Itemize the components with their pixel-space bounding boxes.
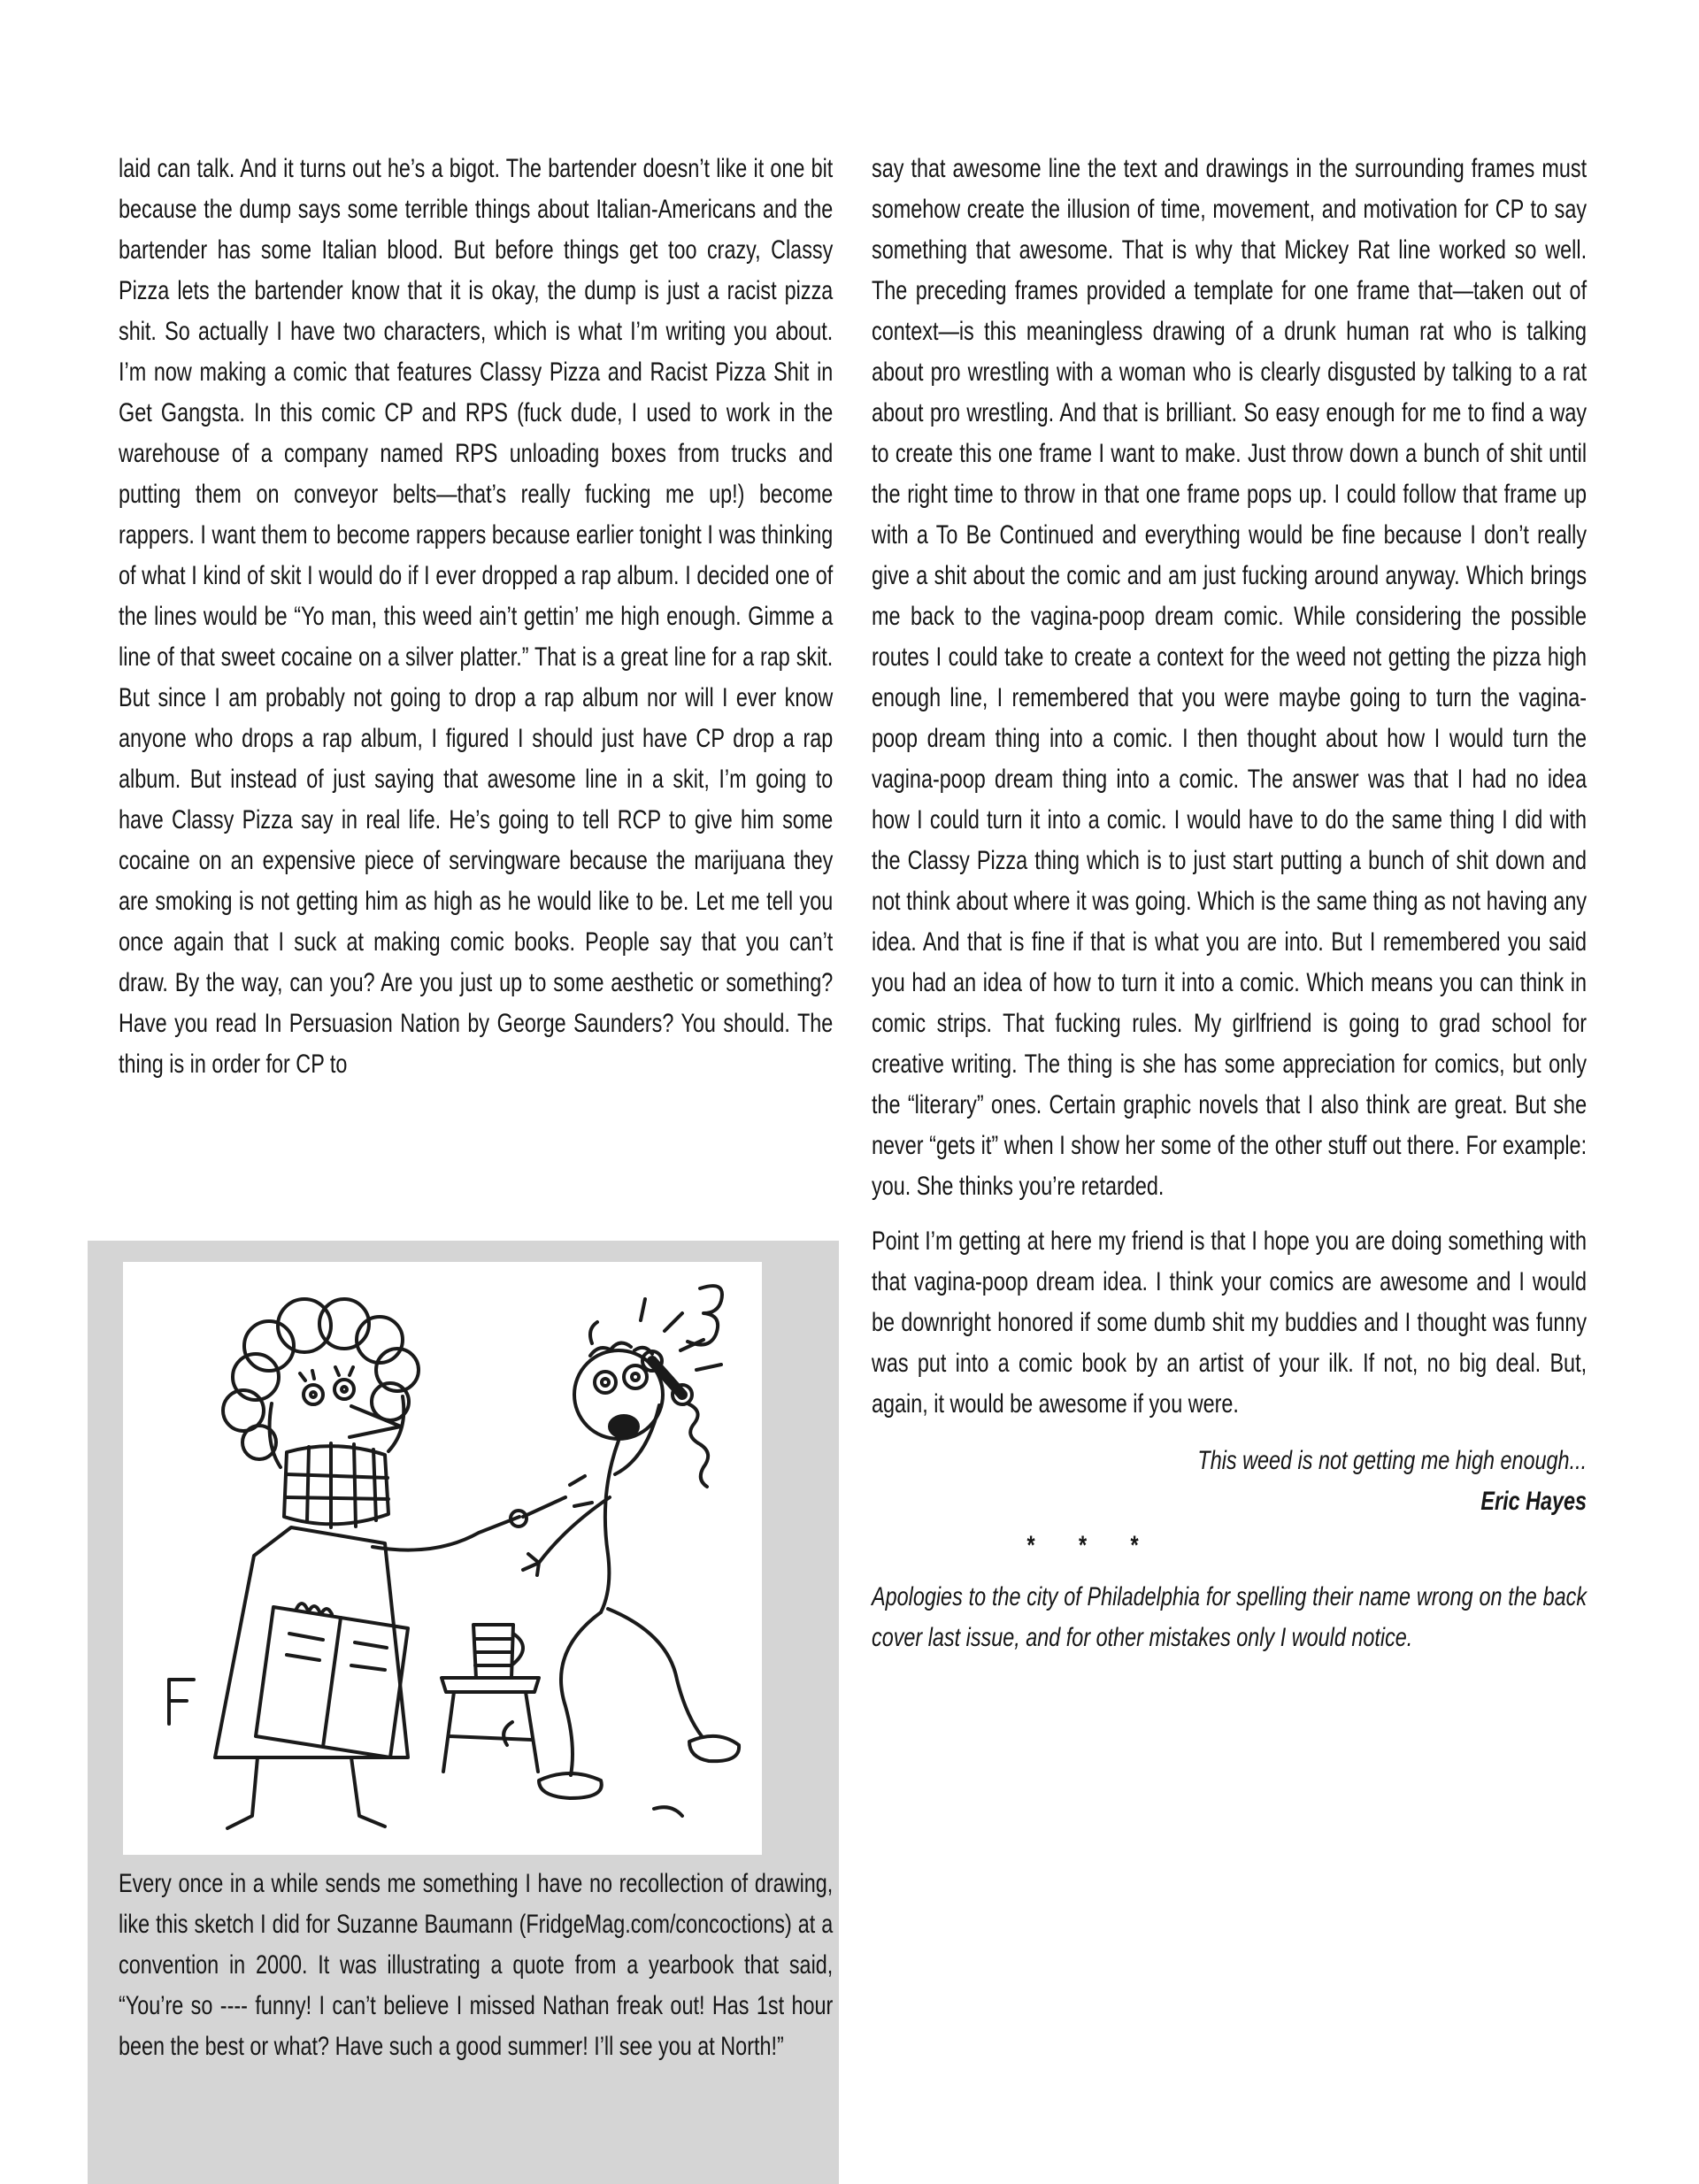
left-column-text: laid can talk. And it turns out he’s a bigot. The bartender doesn’t like it one bit because the dump says some terrible things about Italian-Americans and the bartender has some Italian blood. But before things get too crazy, Classy Pizza lets the bartender know that it is okay, the dump is just a racist pizza shit. So actually I have two characters, which is what I’m writing you about. I’m now making a comic that features Classy Pizza and Racist Pizza Shit in Get Gangsta. In this comic CP and RPS (fuck dude, I used to work in the warehouse of a company named RPS unloading boxes from trucks and putting them on conveyor belts—that’s really fucking me up!) become rappers. I want them to become rappers because earlier tonight I was thinking of what I kind of skit I would do if I ever dropped a rap album. I decided one of the lines would be “Yo man, this weed ain’t gettin’ me high enough. Gimme a line of that sweet cocaine on a silver platter.” That is a great line for a rap skit. But since I am probably not going to drop a rap album nor will I ever know anyone who drops a rap album, I figured I should just have CP drop a rap album. But instead of just saying that awesome line in a skit, I’m going to have Classy Pizza say in real life. He’s going to tell RCP to give him some cocaine on an expensive piece of servingware because the marijuana they are smoking is not getting him as high as he would like to be. Let me tell you once again that I suck at making comic books. People say that you can’t draw. By the way, can you? Are you just up to some aesthetic or something? Have you read In Persuasion Nation by George Saunders? You should. The thing is in order for CP to <box>119 154 834 1079</box>
author-signature: Eric Hayes <box>1480 1487 1588 1516</box>
sketch-canvas <box>123 1262 762 1855</box>
right-paragraph-2: Point I’m getting at here my friend is that I hope you are doing something with that vagina-poop dream idea. I think your comics are awesome and I would be downright honored if some dumb shit my buddies and I thought was funny was put into a comic book by an artist of your ilk. If not, no big deal. But, again, it would be awesome if you were. <box>872 1227 1588 1419</box>
right-paragraph-1: say that awesome line the text and drawings in the surrounding frames must somehow create the illusion of time, movement, and motivation for CP to say something that awesome. That is why that Mickey Rat line worked so well. The preceding frames provided a template for one frame that—taken out of context—is this meaningless drawing of a drunk human rat who is talking about pro wrestling with a woman who is clearly disgusted by talking to a rat about pro wrestling. And that is brilliant. So easy enough for me to find a way to create this one frame I want to make. Just throw down a bunch of shit until the right time to throw in that one frame pops up. I could follow that frame up with a To Be Continued and everything would be fine because I don’t really give a shit about the comic and am just fucking around anyway. Which brings me back to the vagina-poop dream comic. While considering the possible routes I could take to create a context for the weed not getting the pizza high enough line, I remembered that you were maybe going to turn the vagina-poop dream thing into a comic. I then thought about how I would turn the vagina-poop dream thing into a comic. The answer was that I had no idea how I could turn it into a comic. I would have to do the same thing I did with the Classy Pizza thing which is to just start putting a bunch of shit down and not think about where it was going. Which is the same thing as not having any idea. And that is fine if that is what you are into. But I remembered you said you had an idea of how to turn it into a comic. Which means you can think in comic strips. That fucking rules. My girlfriend is going to grad school for creative writing. The thing is she has some appreciation for comics, but only the “literary” ones. Certain graphic novels that I also think are great. But she never “gets it” when I show her some of the other stuff out there. For example: you. She thinks you’re retarded. <box>872 154 1588 1201</box>
woman-figure <box>169 1299 592 1828</box>
tagline: This weed is not getting me high enough... <box>1197 1446 1588 1475</box>
yearbook-freakout-sketch-illustration <box>123 1262 762 1855</box>
apology-note: Apologies to the city of Philadelphia for spelling their name wrong on the back cover last issue, and for other mistakes only I would notice. <box>872 1582 1588 1652</box>
freakout-figure <box>504 1286 739 1816</box>
right-column <box>872 149 1587 1658</box>
asterisk-divider: * * * <box>1026 1531 1139 1560</box>
stool-and-mug <box>442 1625 539 1772</box>
figure-caption: Every once in a while sends me something I have no recollection of drawing, like this sketch I did for Suzanne Baumann (FridgeMag.com/concoctions) at a convention in 2000. It was illustrating a quote from a yearbook that said, “You’re so ---- funny! I can’t believe I missed Nathan freak out! Has 1st hour been the best or what? Have such a good summer! I’ll see you at North!” <box>119 1869 834 2061</box>
